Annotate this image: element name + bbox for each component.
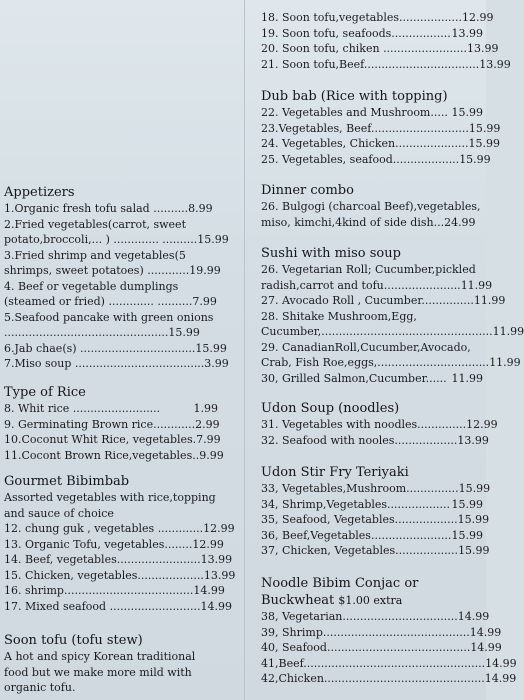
soontofu-item-price: 13.99 [451, 26, 483, 40]
noodle-title-buckwheat: Buckwheat [261, 593, 335, 608]
appetizer-line: potato,broccoli,... ) ............. ..........15.99 [4, 233, 229, 246]
soontofu-item [261, 10, 494, 26]
soontofu-desc-line: food but we make more mild with [4, 665, 192, 679]
bibimbab-item-price: 12.99 [203, 522, 235, 535]
bibimbab-item [4, 537, 222, 553]
sushi-title: Sushi with miso soup [261, 246, 401, 261]
sushi-item-price: 11.99 [451, 371, 483, 385]
appetizer-line: 5.Seafood pancake with green onions [4, 310, 214, 324]
stirfry-item-price: 15.99 [451, 528, 483, 542]
bibimbab-item [4, 583, 225, 599]
rice-item [4, 417, 218, 433]
noodle-title-1: Noodle Bibim Conjac or [261, 576, 419, 591]
bibimbab-item [4, 599, 233, 615]
dubbab-item [261, 152, 491, 168]
noodle-item-name: 41,Beef.................................................... [261, 656, 486, 670]
udon-item [261, 433, 489, 449]
bibimbab-section [4, 473, 236, 614]
bibimbab-item [4, 521, 235, 537]
stirfry-item-name: 33, Vegetables,Mushroom............... [261, 482, 459, 495]
bibimbab-item-price: 13.99 [200, 553, 233, 566]
soontofu-item-price: 12.99 [461, 11, 494, 24]
soontofu-item-name: 18. Soon tofu,vegetables.................. [261, 11, 462, 24]
stirfry-item [261, 528, 483, 544]
sushi-item-name: Cucumber,................................................. [261, 325, 493, 338]
stirfry-items [261, 481, 491, 559]
noodle-item [261, 609, 490, 625]
soontofu-desc-line: A hot and spicy Korean traditional [4, 650, 196, 663]
bibimbab-item-name: 17. Mixed seafood .......................... [4, 599, 201, 613]
bibimbab-item-name: 16. shrimp..................................... [4, 584, 194, 597]
rice-item-name: 11.Cocont Brown Rice,vegetables.. [4, 448, 200, 462]
rice-item-price: 1.99 [193, 402, 218, 415]
rice-item-price: 9.99 [199, 448, 224, 462]
sushi-item [261, 278, 493, 294]
rice-item-name: 10.Coconut Whit Rice, vegetables. [4, 433, 197, 446]
dubbab-item [261, 105, 483, 121]
sushi-item-name: Crab, Fish Roe,eggs,................................ [261, 356, 490, 369]
noodle-title-2 [261, 592, 483, 609]
soontofu-item-price: 13.99 [466, 42, 499, 55]
dinner-section [261, 182, 483, 230]
noodle-item [261, 656, 517, 672]
bibimbab-item-price: 13.99 [203, 568, 236, 582]
noodle-item-price: 14.99 [457, 610, 490, 623]
bibimbab-item-price: 14.99 [200, 599, 233, 613]
dubbab-item-name: 25. Vegetables, seafood................... [261, 152, 460, 166]
rice-item [4, 401, 218, 417]
bibimbab-title: Gourmet Bibimbab [4, 474, 130, 489]
udon-items [261, 417, 498, 448]
dubbab-item-name: 24. Vegetables, Chicken..................... [261, 137, 469, 150]
udon-title: Udon Soup (noodles) [261, 401, 400, 416]
dinner-title: Dinner combo [261, 183, 354, 198]
bibimbab-description [4, 490, 236, 521]
sushi-item [261, 293, 506, 309]
noodle-item-price: 14.99 [484, 672, 517, 685]
sushi-item-name: 30, Grilled Salmon,Cucumber...... [261, 371, 447, 385]
stirfry-item [261, 543, 490, 559]
bibimbab-items [4, 521, 236, 614]
udon-item-price: 13.99 [457, 433, 489, 447]
noodle-item [261, 671, 517, 687]
page-fold [244, 0, 245, 700]
dubbab-item-name: 23.Vegetables, Beef............................ [261, 121, 469, 135]
udon-item [261, 417, 498, 433]
dinner-lines [261, 199, 483, 230]
dinner-line: miso, kimchi,4kind of side dish...24.99 [261, 215, 476, 229]
noodle-section [261, 575, 517, 687]
stirfry-item [261, 497, 483, 513]
noodle-extra-price: $1.00 extra [338, 594, 403, 607]
dubbab-section [261, 88, 501, 167]
udon-item-name: 32. Seafood with nooles.................. [261, 433, 458, 447]
sushi-item-price: 11.99 [473, 294, 506, 307]
stirfry-item-name: 35, Seafood, Vegetables.................. [261, 513, 458, 526]
rice-item-price: 7.99 [196, 433, 221, 446]
appetizer-line: 4. Beef or vegetable dumplings [4, 279, 179, 293]
dubbab-item [261, 136, 501, 152]
soontofu-item-name: 20. Soon tofu, chiken ........................ [261, 42, 467, 55]
sushi-item [261, 355, 521, 371]
soontofu-items [261, 10, 511, 72]
soontofu-description [4, 649, 236, 696]
sushi-item [261, 324, 524, 340]
rice-item-name: 8. Whit rice ......................... [4, 402, 161, 415]
dubbab-item-price: 15.99 [459, 152, 491, 166]
rice-item-name: 9. Germinating Brown rice............ [4, 417, 196, 431]
stirfry-item [261, 481, 491, 497]
soontofu-items-section [261, 10, 511, 72]
udon-item-name: 31. Vegetables with noodles.............. [261, 418, 467, 431]
stirfry-item-price: 15.99 [451, 497, 483, 511]
appetizer-line: (steamed or fried) ............. ..........7.99 [4, 295, 217, 308]
dubbab-item [261, 121, 501, 137]
rice-title: Type of Rice [4, 385, 86, 400]
rice-items [4, 401, 224, 463]
sushi-item [261, 371, 483, 387]
noodle-item-name: 40, Seafood......................................... [261, 641, 471, 654]
sushi-item-name: 27. Avocado Roll , Cucumber............... [261, 294, 474, 307]
appetizer-line: 3.Fried shrimp and vegetables(5 [4, 248, 186, 262]
bibimbab-item-name: 14. Beef, vegetables........................ [4, 553, 201, 566]
sushi-item [261, 340, 483, 356]
noodle-item [261, 640, 502, 656]
stirfry-item-name: 34, Shrimp,Vegetables.................. [261, 497, 450, 511]
stirfry-item-price: 15.99 [458, 482, 491, 495]
soontofu-title: Soon tofu (tofu stew) [4, 633, 143, 648]
dubbab-item-price: 15.99 [468, 137, 501, 150]
noodle-item-price: 14.99 [485, 656, 517, 670]
appetizer-line: shrimps, sweet potatoes) ............19.99 [4, 264, 221, 277]
sushi-item-name: 28. Shitake Mushroom,Egg, [261, 309, 417, 323]
udon-item-price: 12.99 [466, 418, 498, 431]
bibimbab-item-price: 14.99 [193, 584, 225, 597]
noodle-item-price: 14.99 [469, 625, 502, 639]
stirfry-item-name: 37, Chicken, Vegetables.................. [261, 544, 459, 557]
sushi-item [261, 262, 483, 278]
appetizer-line: 7.Miso soup .....................................3.99 [4, 357, 229, 370]
appetizers-section [4, 184, 236, 372]
bibimbab-item [4, 568, 236, 584]
rice-item [4, 432, 221, 448]
dubbab-item-name: 22. Vegetables and Mushroom..... [261, 106, 448, 119]
dubbab-items [261, 105, 501, 167]
bibimbab-desc-line: Assorted vegetables with rice,topping [4, 491, 216, 504]
rice-item-price: 2.99 [195, 417, 220, 431]
stirfry-item-price: 15.99 [458, 544, 490, 557]
sushi-item-name: 26. Vegetarian Roll; Cucumber,pickled [261, 263, 476, 276]
soontofu-item-price: 13.99 [479, 57, 511, 71]
bibimbab-item [4, 552, 233, 568]
stirfry-title: Udon Stir Fry Teriyaki [261, 465, 409, 480]
bibimbab-desc-line: and sauce of choice [4, 506, 114, 520]
bibimbab-item-name: 15. Chicken, vegetables................... [4, 568, 204, 582]
soontofu-item-name: 19. Soon tofu, seafoods................. [261, 26, 451, 40]
stirfry-item [261, 512, 490, 528]
soontofu-item [261, 26, 483, 42]
sushi-item [261, 309, 483, 325]
sushi-item-price: 11.99 [489, 356, 521, 369]
sushi-item-price: 11.99 [492, 325, 524, 338]
noodle-item-name: 42,Chicken.............................................. [261, 672, 485, 685]
bibimbab-item-name: 13. Organic Tofu, vegetables........ [4, 537, 193, 551]
dubbab-title: Dub bab (Rice with topping) [261, 89, 448, 104]
sushi-item-name: 29. CanadianRoll,Cucumber,Avocado, [261, 340, 471, 354]
appetizer-line: 6.Jab chae(s) .................................15.99 [4, 341, 227, 355]
appetizer-line: ...............................................15.99 [4, 326, 200, 339]
appetizer-line: 2.Fried vegetables(carrot, sweet [4, 217, 186, 231]
sushi-item-price: 11.99 [460, 278, 493, 292]
sushi-section [261, 245, 524, 386]
udon-section [261, 400, 498, 448]
soontofu-item-name: 21. Soon tofu,Beef................................. [261, 57, 480, 71]
appetizers-title: Appetizers [4, 185, 75, 200]
sushi-items [261, 262, 524, 386]
noodle-items [261, 609, 517, 687]
noodle-item-name: 39, Shrimp.......................................... [261, 625, 470, 639]
noodle-item-name: 38, Vegetarian................................. [261, 610, 458, 623]
sushi-item-name: radish,carrot and tofu...................... [261, 278, 461, 292]
rice-item [4, 448, 224, 464]
appetizer-line: 1.Organic fresh tofu salad ..........8.99 [4, 202, 213, 215]
appetizers-lines [4, 201, 236, 372]
noodle-item [261, 625, 502, 641]
stirfry-section [261, 464, 491, 559]
soontofu-desc-line: organic tofu. [4, 681, 76, 694]
stirfry-item-price: 15.99 [457, 513, 490, 526]
soontofu-item [261, 57, 511, 73]
rice-section [4, 384, 236, 463]
bibimbab-item-name: 12. chung guk , vegetables ............. [4, 522, 204, 535]
dubbab-item-price: 15.99 [468, 121, 501, 135]
soontofu-section [4, 632, 236, 696]
bibimbab-item-price: 12.99 [192, 537, 224, 551]
stirfry-item-name: 36, Beef,Vegetables....................... [261, 528, 452, 542]
soontofu-item [261, 41, 499, 57]
dubbab-item-price: 15.99 [451, 106, 483, 119]
dinner-line: 26. Bulgogi (charcoal Beef),vegetables, [261, 200, 481, 213]
noodle-item-price: 14.99 [470, 641, 502, 654]
